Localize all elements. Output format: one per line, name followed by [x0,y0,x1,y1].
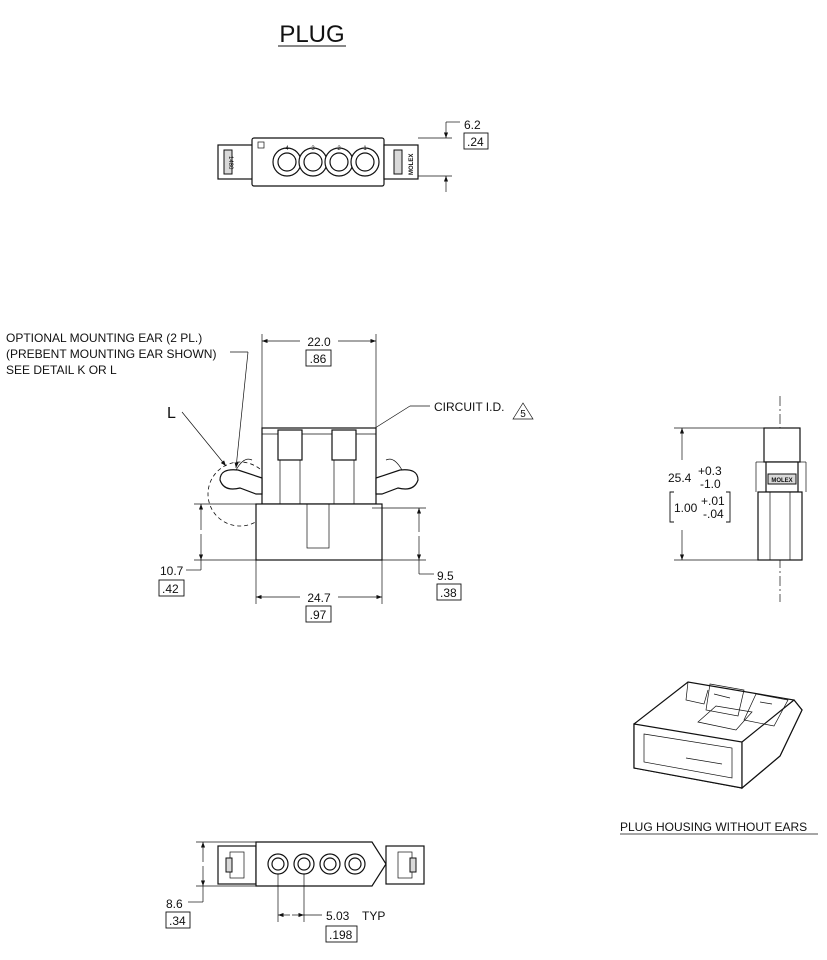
iso-view-caption: PLUG HOUSING WITHOUT EARS [620,820,808,834]
page-title: PLUG [279,21,345,48]
pin-number-2: 2 [337,146,341,152]
front-width-top-in: .86 [309,352,327,366]
top-view-part-code: 1480 [227,156,233,170]
side-tol-in-minus: -.04 [703,507,724,521]
front-width-bottom-in: .97 [309,608,327,622]
iso-view [620,682,818,834]
front-left-height-in: .42 [162,582,179,596]
mounting-ear-note-line-1: OPTIONAL MOUNTING EAR (2 PL.) [6,331,203,345]
side-tol-mm-minus: -1.0 [700,477,721,491]
mounting-ear-note-line-3: SEE DETAIL K OR L [6,363,117,377]
side-view [668,396,806,602]
side-height-in: 1.00 [674,501,698,515]
side-tol-in-plus: +.01 [701,494,725,508]
pin-number-1: 1 [363,146,367,152]
top-view [218,118,488,192]
side-tol-mm-plus: +0.3 [698,464,722,478]
bottom-height-in: .34 [169,914,186,928]
pin-number-4: 4 [285,146,289,152]
side-view-logo: MOLEX [771,478,793,484]
front-right-height-mm: 9.5 [437,569,454,583]
pin-number-3: 3 [311,146,315,152]
top-view-height-in: .24 [467,135,484,149]
top-view-height-mm: 6.2 [464,118,481,132]
detail-label-l: L [167,405,176,422]
bottom-height-mm: 8.6 [166,897,183,911]
front-width-bottom-mm: 24.7 [307,591,331,605]
side-height-mm: 25.4 [668,471,692,485]
front-right-height-in: .38 [440,586,457,600]
circuit-id-ref: 5 [520,409,526,420]
front-width-top-mm: 22.0 [307,335,331,349]
mounting-ear-note-line-2: (PREBENT MOUNTING EAR SHOWN) [6,347,217,361]
top-view-logo: MOLEX [409,153,415,175]
bottom-view [166,842,424,942]
bottom-pitch-in: .198 [329,928,353,942]
front-view [6,331,533,622]
front-left-height-mm: 10.7 [160,564,184,578]
circuit-id-label: CIRCUIT I.D. [434,400,505,414]
bottom-pitch-note: TYP [362,909,386,923]
bottom-pitch-mm: 5.03 [326,909,350,923]
